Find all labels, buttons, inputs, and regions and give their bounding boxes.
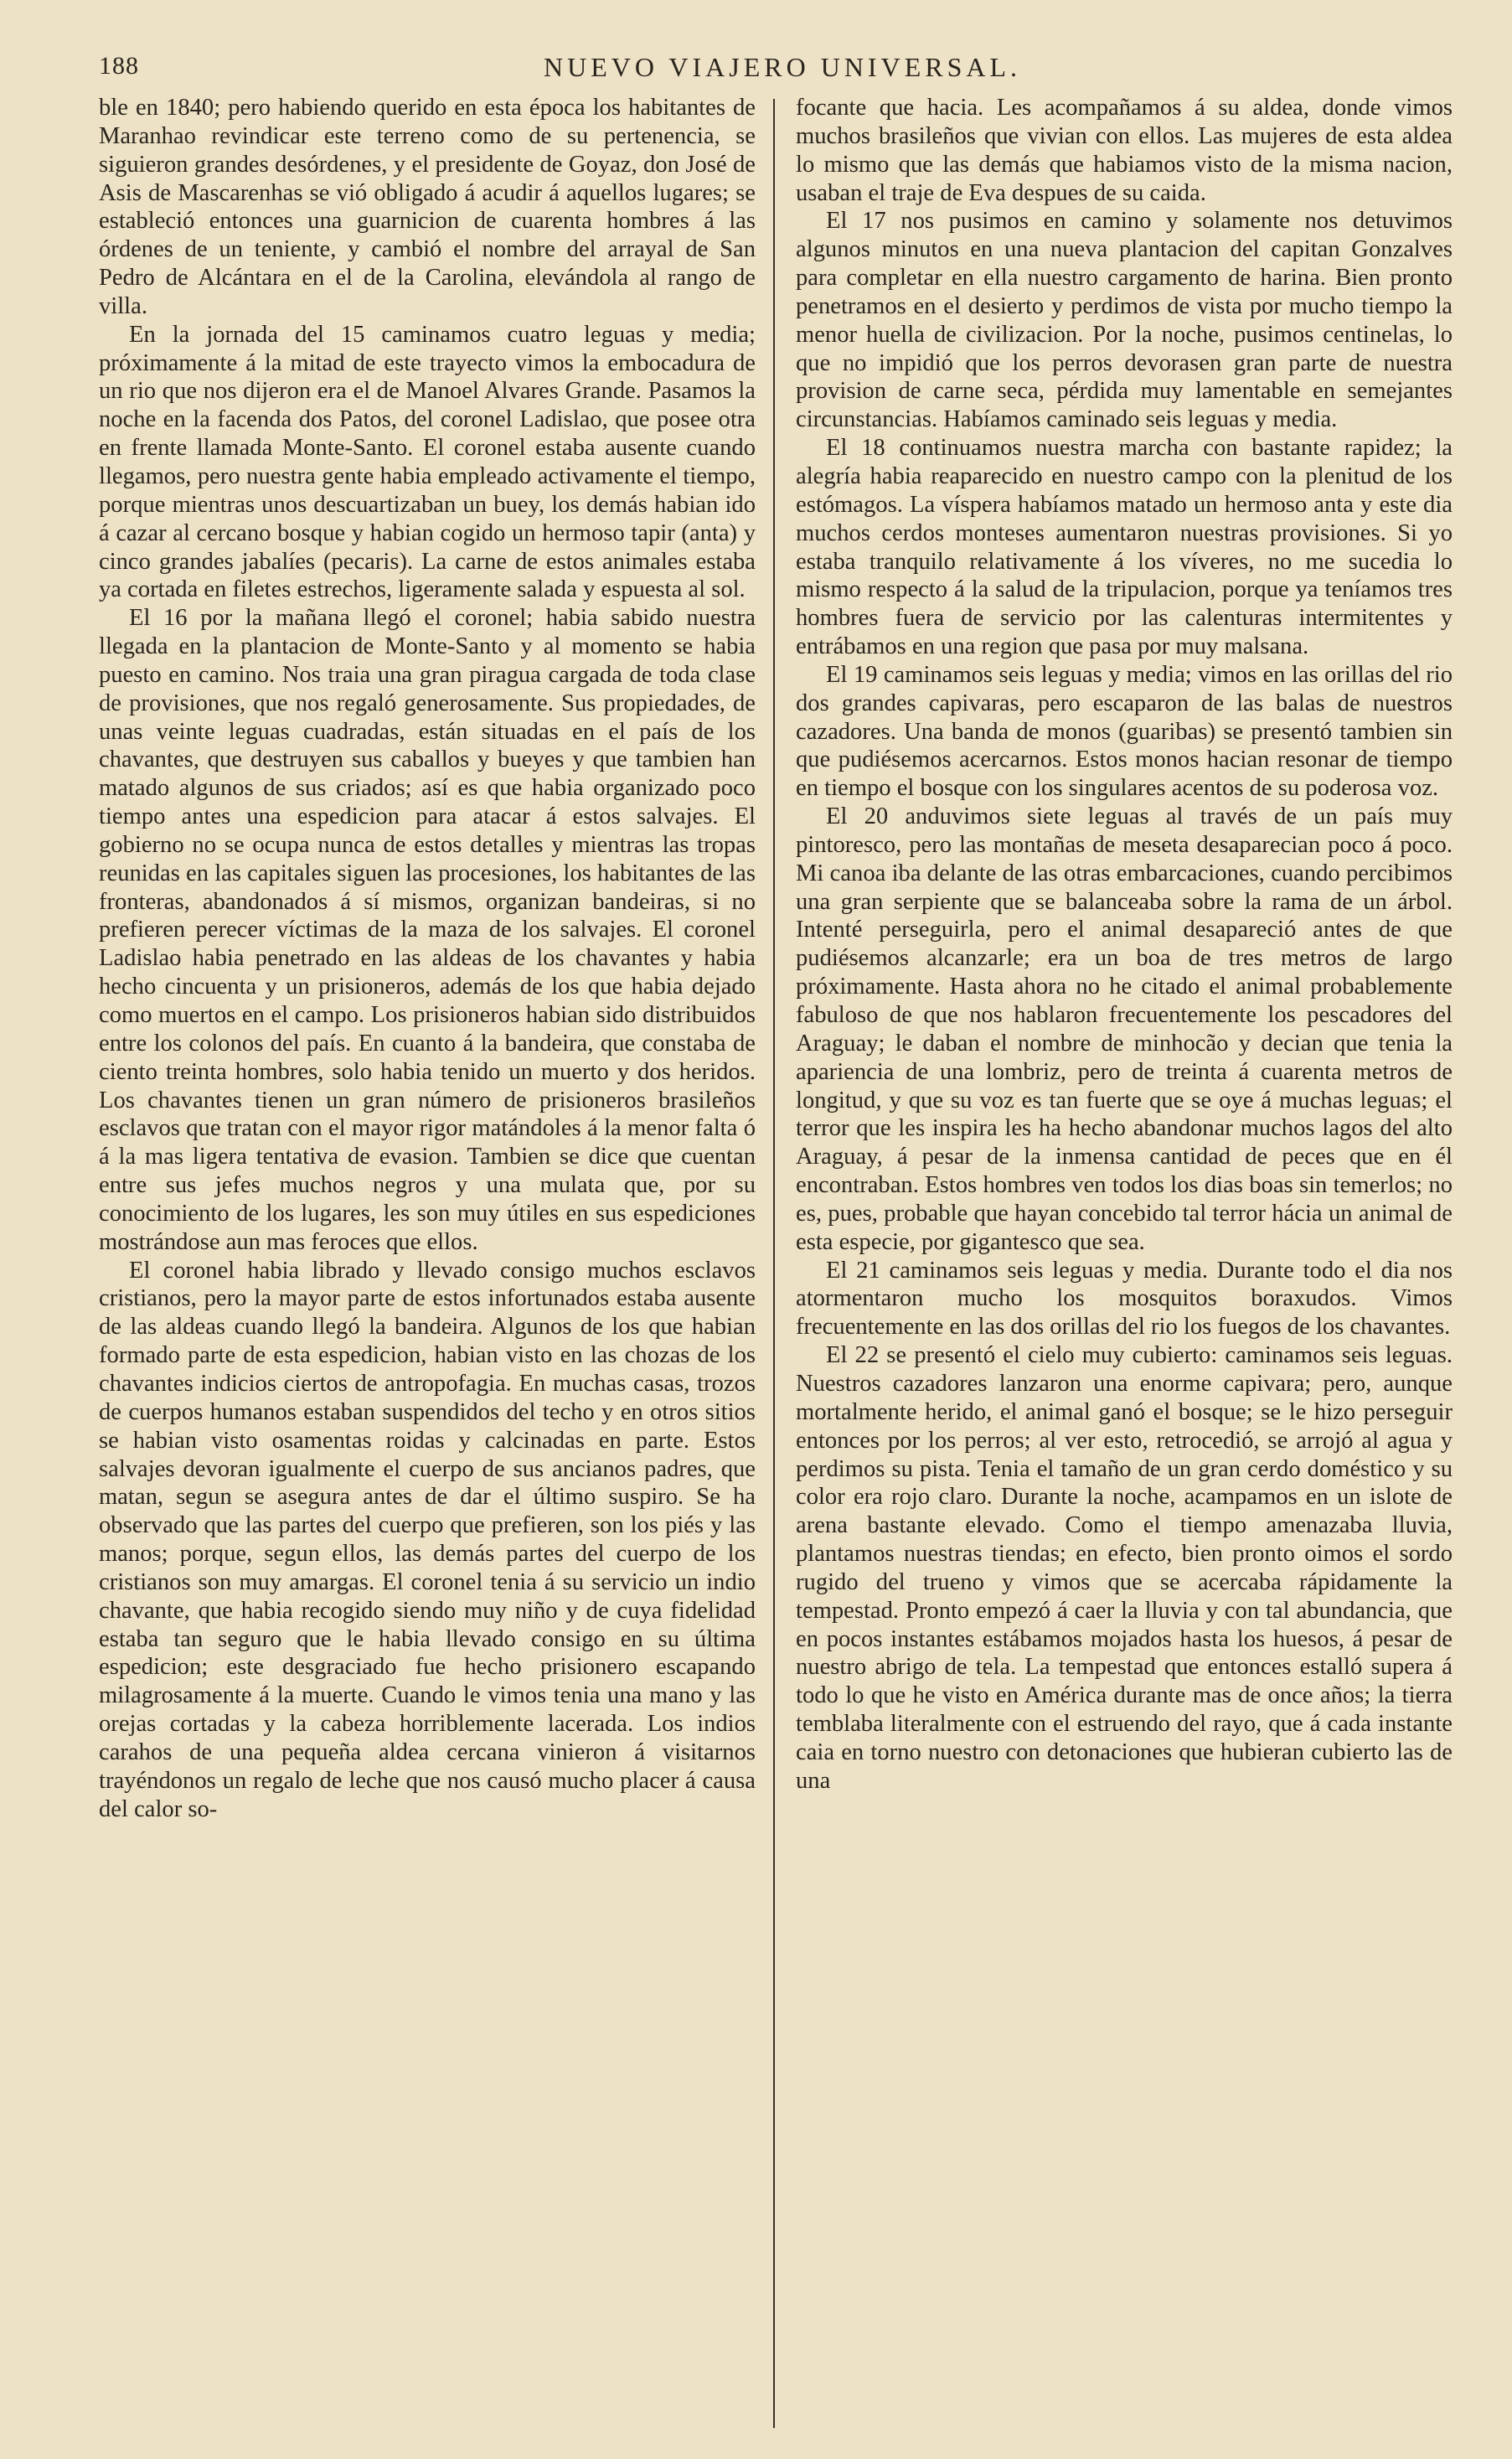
paragraph: El 19 caminamos seis leguas y media; vimos en las orillas del rio dos grandes capivaras, pero escaparon de las balas de nuestros cazadores. Una banda de monos (guaribas) se presentó tambien sin que pudiésemos acercarnos. Estos monos hacian resonar de tiempo en tiempo el bosque con los singulares acentos de su poderosa voz.	[796, 661, 1453, 802]
page-number: 188	[99, 52, 139, 80]
paragraph: El 16 por la mañana llegó el coronel; habia sabido nuestra llegada en la plantacion de Monte-Santo y al momento se habia puesto en camino. Nos traia una gran piragua cargada de toda clase de provisiones, que nos regaló generosamente. Sus propiedades, de unas veinte leguas cuadradas, están situadas en el país de los chavantes, que destruyen sus caballos y bueyes y que tambien han matado algunos de sus criados; así es que habia organizado poco tiempo antes una espedicion para atacar á estos salvajes. El gobierno no se ocupa nunca de estos detalles y mientras las tropas reunidas en las capitales siguen las procesiones, los habitantes de las fronteras, abandonados á sí mismos, organizan bandeiras, si no prefieren perecer víctimas de la maza de los salvajes. El coronel Ladislao habia penetrado en las aldeas de los chavantes y habia hecho cincuenta y un prisioneros, además de los que habia dejado como muertos en el campo. Los prisioneros habian sido distribuidos entre los colonos del país. En cuanto á la bandeira, que constaba de ciento treinta hombres, solo habia tenido un muerto y dos heridos. Los chavantes tienen un gran número de prisioneros brasileños esclavos que tratan con el mayor rigor matándoles á la menor falta ó á la mas ligera tentativa de evasion. Tambien se dice que cuentan entre sus jefes muchos negros y una mulata que, por su conocimiento de los lugares, les son muy útiles en sus espediciones mostrándose aun mas feroces que ellos.	[99, 605, 756, 1255]
paragraph: focante que hacia. Les acompañamos á su aldea, donde vimos muchos brasileños que vivian con ellos. Las mujeres de esta aldea lo mismo que las demás que habiamos visto de la misma nacion, usaban el traje de Eva despues de su caida.	[796, 95, 1453, 206]
paragraph: El 20 anduvimos siete leguas al través de un país muy pintoresco, pero las montañas de meseta desaparecian poco á poco. Mi canoa iba delante de las otras embarcaciones, cuando percibimos una gran serpiente que se balanceaba sobre la rama de un árbol. Intenté perseguirla, pero el animal desapareció antes de que pudiésemos alcanzarle; era un boa de tres metros de largo próximamente. Hasta ahora no he citado el animal probablemente fabuloso de que nos hablaron frecuentemente los pescadores del Araguay; le daban el nombre de minhocão y decian que tenia la apariencia de una lombriz, pero de treinta á cuarenta metros de longitud, y que su voz es tan fuerte que se oye á muchas leguas; el terror que les inspira les ha hecho abandonar muchos lagos del alto Araguay, á pesar de la inmensa cantidad de peces que en él encontraban. Estos hombres ven todos los dias boas sin temerlos; no es, pues, probable que hayan concebido tal terror hácia un animal de esta especie, por gigantesco que sea.	[796, 803, 1453, 1255]
paragraph: El 18 continuamos nuestra marcha con bastante rapidez; la alegría habia reaparecido en nuestro campo con la plenitud de los estómagos. La víspera habíamos matado un hermoso anta y este dia muchos cerdos monteses aumentaron nuestras provisiones. Si yo estaba tranquilo relativamente á los víveres, no me sucedia lo mismo respecto á la salud de la tripulacion, porque ya teníamos tres hombres fuera de servicio por las calenturas intermitentes y entrábamos en una region que pasa por muy malsana.	[796, 435, 1453, 660]
paragraph: ble en 1840; pero habiendo querido en esta época los habitantes de Maranhao revindicar este terreno como de su pertenencia, se siguieron grandes desórdenes, y el presidente de Goyaz, don José de Asis de Mascarenhas se vió obligado á acudir á aquellos lugares; se estableció entonces una guarnicion de cuarenta hombres á las órdenes de un teniente, y cambió el nombre del arrayal de San Pedro de Alcántara en el de la Carolina, elevándola al rango de villa.	[99, 95, 756, 319]
paragraph: El coronel habia librado y llevado consigo muchos esclavos cristianos, pero la mayor parte de estos infortunados estaba ausente de las aldeas cuando llegó la bandeira. Algunos de los que habian formado parte de esta espedicion, habian visto en las chozas de los chavantes indicios ciertos de antropofagia. En muchas casas, trozos de cuerpos humanos estaban suspendidos del techo y en otros sitios se habian visto osamentas roidas y calcinadas en parte. Estos salvajes devoran igualmente el cuerpo de sus ancianos padres, que matan, segun se asegura antes de dar el último suspiro. Se ha observado que las partes del cuerpo que prefieren, son los piés y las manos; porque, segun ellos, las demás partes del cuerpo de los cristianos son muy amargas. El coronel tenia á su servicio un indio chavante, que habia recogido siendo muy niño y de cuya fidelidad estaba tan seguro que le habia llevado consigo en su última espedicion; este desgraciado fue hecho prisionero escapando milagrosamente á la muerte. Cuando le vimos tenia una mano y las orejas cortadas y la cabeza horriblemente lacerada. Los indios carahos de una pequeña aldea cercana vinieron á visitarnos trayéndonos un regalo de leche que nos causó mucho placer á causa del calor so-	[99, 1257, 756, 1822]
page-header	[99, 52, 1466, 90]
paragraph: El 21 caminamos seis leguas y media. Durante todo el dia nos atormentaron mucho los mosquitos boraxudos. Vimos frecuentemente en las dos orillas del rio los fuegos de los chavantes.	[796, 1257, 1453, 1341]
column-divider	[773, 99, 775, 2428]
paragraph: El 17 nos pusimos en camino y solamente nos detuvimos algunos minutos en una nueva plantacion del capitan Gonzalves para completar en ella nuestro cargamento de harina. Bien pronto penetramos en el desierto y perdimos de vista por mucho tiempo la menor huella de civilizacion. Por la noche, pusimos centinelas, lo que no impidió que los perros devorasen gran parte de nuestra provision de carne seca, pérdida muy lamentable en semejantes circunstancias. Habíamos caminado seis leguas y media.	[796, 208, 1453, 433]
paragraph: En la jornada del 15 caminamos cuatro leguas y media; próximamente á la mitad de este trayecto vimos la embocadura de un rio que nos dijeron era el de Manoel Alvares Grande. Pasamos la noche en la facenda dos Patos, del coronel Ladislao, que posee otra en frente llamada Monte-Santo. El coronel estaba ausente cuando llegamos, pero nuestra gente habia empleado activamente el tiempo, porque mientras unos descuartizaban un buey, los demás habian ido á cazar al cercano bosque y habian cogido un hermoso tapir (anta) y cinco grandes jabalíes (pecaris). La carne de estos animales estaba ya cortada en filetes estrechos, ligeramente salada y espuesta al sol.	[99, 321, 756, 603]
paragraph: El 22 se presentó el cielo muy cubierto: caminamos seis leguas. Nuestros cazadores lanzaron una enorme capivara; pero, aunque mortalmente herido, el animal ganó el bosque; se le hizo perseguir entonces por los perros; al ver esto, retrocedió, se arrojó al agua y perdimos su pista. Tenia el tamaño de un gran cerdo doméstico y su color era rojo claro. Durante la noche, acampamos en un islote de arena bastante elevado. Como el tiempo amenazaba lluvia, plantamos nuestras tiendas; en efecto, bien pronto oimos el sordo rugido del trueno y vimos que se acercaba rápidamente la tempestad. Pronto empezó á caer la lluvia y con tal abundancia, que en pocos instantes estábamos mojados hasta los huesos, á pesar de nuestro abrigo de tela. La tempestad que entonces estalló supera á todo lo que he visto en América durante mas de once años; la tierra temblaba literalmente con el estruendo del rayo, que á cada instante caia en torno nuestro con detonaciones que hubieran cubierto las de una	[796, 1342, 1453, 1794]
right-column	[796, 94, 1453, 2431]
left-column	[99, 94, 756, 2431]
running-title: NUEVO VIAJERO UNIVERSAL.	[543, 52, 1022, 82]
